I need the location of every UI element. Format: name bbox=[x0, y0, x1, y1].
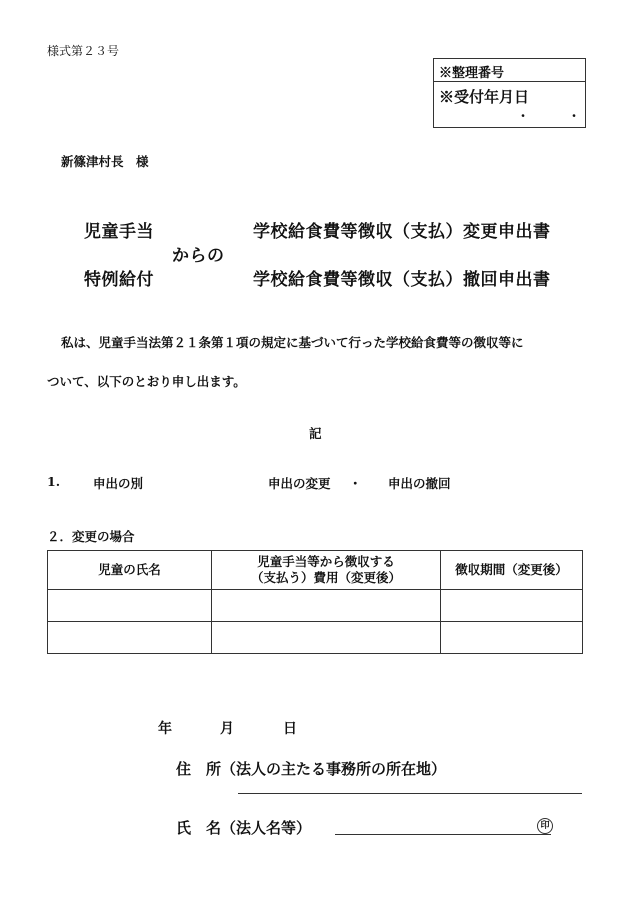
serial-number-row bbox=[434, 59, 585, 82]
period-cell[interactable] bbox=[441, 590, 583, 622]
title-special-benefit: 特例給付 bbox=[84, 270, 154, 290]
table-header-row bbox=[48, 551, 583, 590]
form-number: 様式第２３号 bbox=[47, 44, 120, 58]
receipt-box bbox=[433, 58, 586, 128]
item-1-label: 申出の別 bbox=[93, 476, 144, 491]
changes-table bbox=[47, 550, 583, 654]
child-name-cell[interactable] bbox=[48, 622, 212, 654]
header-cost-line-2: （支払う）費用（変更後） bbox=[250, 570, 401, 585]
date-separator-dot: ・ bbox=[517, 109, 530, 123]
seal-mark: 印 bbox=[537, 818, 553, 834]
date-separator-dot: ・ bbox=[568, 109, 581, 123]
receipt-date-label: ※受付年月日 bbox=[439, 88, 530, 106]
title-from: からの bbox=[172, 246, 225, 266]
addressee: 新篠津村長 様 bbox=[61, 154, 149, 169]
date-month: 月 bbox=[220, 721, 234, 737]
header-cost-line-1: 児童手当等から徴収する bbox=[257, 554, 395, 569]
name-line[interactable] bbox=[335, 834, 551, 835]
ki-heading: 記 bbox=[309, 426, 322, 441]
child-name-cell[interactable] bbox=[48, 590, 212, 622]
header-child-name: 児童の氏名 bbox=[48, 551, 212, 590]
period-cell[interactable] bbox=[441, 622, 583, 654]
cost-cell[interactable] bbox=[212, 622, 441, 654]
date-year: 年 bbox=[158, 721, 172, 737]
option-separator: ・ bbox=[349, 476, 362, 491]
date-day: 日 bbox=[283, 721, 297, 737]
header-cost bbox=[212, 551, 441, 590]
title-withdrawal-request: 学校給食費等徴収（支払）撤回申出書 bbox=[253, 270, 551, 290]
title-change-request: 学校給食費等徴収（支払）変更申出書 bbox=[253, 222, 551, 242]
address-line[interactable] bbox=[238, 793, 582, 794]
name-label: 氏 名（法人名等） bbox=[176, 819, 312, 837]
statement-line-2: ついて、以下のとおり申し出ます。 bbox=[47, 374, 246, 389]
serial-number-label: ※整理番号 bbox=[439, 66, 505, 81]
table-row bbox=[48, 590, 583, 622]
header-period: 徴収期間（変更後） bbox=[441, 551, 583, 590]
table-row bbox=[48, 622, 583, 654]
address-label: 住 所（法人の主たる事務所の所在地） bbox=[176, 760, 447, 778]
title-child-allowance: 児童手当 bbox=[84, 222, 154, 242]
statement-line-1: 私は、児童手当法第２１条第１項の規定に基づいて行った学校給食費等の徴収等に bbox=[61, 335, 524, 350]
item-2-heading: ２．変更の場合 bbox=[47, 529, 135, 544]
item-1-number: 1. bbox=[47, 474, 61, 489]
cost-cell[interactable] bbox=[212, 590, 441, 622]
option-change: 申出の変更 bbox=[268, 476, 331, 491]
option-withdraw: 申出の撤回 bbox=[388, 476, 451, 491]
